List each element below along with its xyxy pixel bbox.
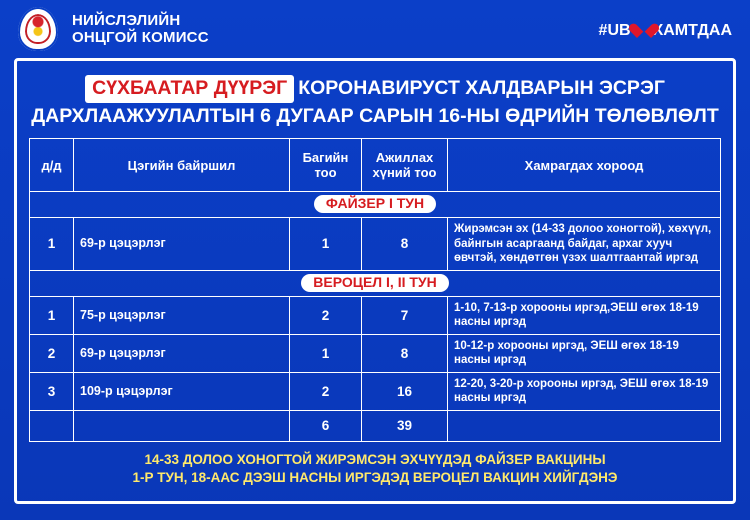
cell-no: 1: [30, 296, 74, 334]
title-rest: КОРОНАВИРУСТ ХАЛДВАРЫН ЭСРЭГ: [298, 77, 665, 99]
cell-no: 3: [30, 372, 74, 410]
table-row: [30, 296, 721, 334]
cell-no: 1: [30, 218, 74, 271]
column-header-teams: [290, 139, 362, 192]
cell-staff: 8: [362, 218, 448, 271]
cell-site: 75-р цэцэрлэг: [74, 296, 290, 334]
column-header-staff: [362, 139, 448, 192]
cell-teams: 2: [290, 372, 362, 410]
footer-note: [29, 451, 721, 487]
column-header-no: д/д: [30, 139, 74, 192]
total-cell-khoroo: [448, 410, 721, 441]
cell-site: 69-р цэцэрлэг: [74, 334, 290, 372]
section-label: ФАЙЗЕР I ТУН: [314, 195, 436, 213]
total-cell-site: [74, 410, 290, 441]
header: [0, 0, 750, 58]
cell-teams: 2: [290, 296, 362, 334]
table-row: [30, 372, 721, 410]
cell-khoroo: 10-12-р хорооны иргэд, ЭЕШ өгөх 18-19 насны иргэд: [448, 334, 721, 372]
cell-teams: 1: [290, 218, 362, 271]
column-header-teams-line2: тоо: [314, 165, 337, 180]
footer-line-2: 1-Р ТУН, 18-ААС ДЭЭШ НАСНЫ ИРГЭДЭД ВЕРОЦЕЛ ВАКЦИН ХИЙГДЭНЭ: [132, 469, 618, 485]
column-header-site: Цэгийн байршил: [74, 139, 290, 192]
heart-icon: [634, 24, 650, 39]
table-header-row: [30, 139, 721, 192]
column-header-khoroo: Хамрагдах хороод: [448, 139, 721, 192]
section-header-cell: [30, 192, 721, 218]
hashtag-right-text: ХАМТДАА: [652, 22, 732, 39]
cell-site: 109-р цэцэрлэг: [74, 372, 290, 410]
cell-site: 69-р цэцэрлэг: [74, 218, 290, 271]
section-header-row: [30, 270, 721, 296]
campaign-hashtag: [599, 22, 732, 40]
column-header-teams-line1: Багийн: [302, 150, 349, 165]
section-header-row: [30, 192, 721, 218]
organization-line-1: НИЙСЛЭЛИЙН: [72, 12, 181, 29]
table-row: [30, 334, 721, 372]
content-card: [14, 58, 736, 504]
vaccination-plan-table: [29, 138, 721, 442]
title-highlight: СҮХБААТАР ДҮҮРЭГ: [85, 75, 294, 103]
section-label: ВЕРОЦЕЛ I, II ТУН: [301, 274, 448, 292]
section-header-cell: [30, 270, 721, 296]
column-header-staff-line1: Ажиллах: [375, 150, 434, 165]
organization-line-2: ОНЦГОЙ КОМИСС: [72, 29, 209, 46]
total-cell-teams: 6: [290, 410, 362, 441]
cell-staff: 16: [362, 372, 448, 410]
cell-khoroo: Жирэмсэн эх (14-33 долоо хоногтой), хөхүүл, байнгын асаргаанд байдаг, архаг хууч өвчтэй, хөндөтгөн үзэх шалтгаантай иргэд: [448, 218, 721, 271]
cell-khoroo: 1-10, 7-13-р хорооны иргэд,ЭЕШ өгөх 18-19 насны иргэд: [448, 296, 721, 334]
cell-teams: 1: [290, 334, 362, 372]
footer-line-1: 14-33 ДОЛОО ХОНОГТОЙ ЖИРЭМСЭН ЭХЧҮҮДЭД ФАЙЗЕР ВАКЦИНЫ: [144, 451, 606, 467]
cell-staff: 7: [362, 296, 448, 334]
organization-name: [72, 12, 209, 46]
cell-no: 2: [30, 334, 74, 372]
cell-staff: 8: [362, 334, 448, 372]
cell-khoroo: 12-20, 3-20-р хорооны иргэд, ЭЕШ өгөх 18-19 насны иргэд: [448, 372, 721, 410]
ulaanbaatar-crest-icon: [14, 5, 62, 53]
table-row: [30, 218, 721, 271]
table-total-row: [30, 410, 721, 441]
total-cell-staff: 39: [362, 410, 448, 441]
hashtag-left-text: #UB: [598, 22, 631, 39]
page-title: [29, 71, 721, 138]
total-cell-no: [30, 410, 74, 441]
title-line-2: ДАРХЛААЖУУЛАЛТЫН 6 ДУГААР САРЫН 16-НЫ ӨДРИЙН ТӨЛӨВЛӨЛТ: [31, 105, 719, 127]
column-header-staff-line2: хүний тоо: [372, 165, 437, 180]
